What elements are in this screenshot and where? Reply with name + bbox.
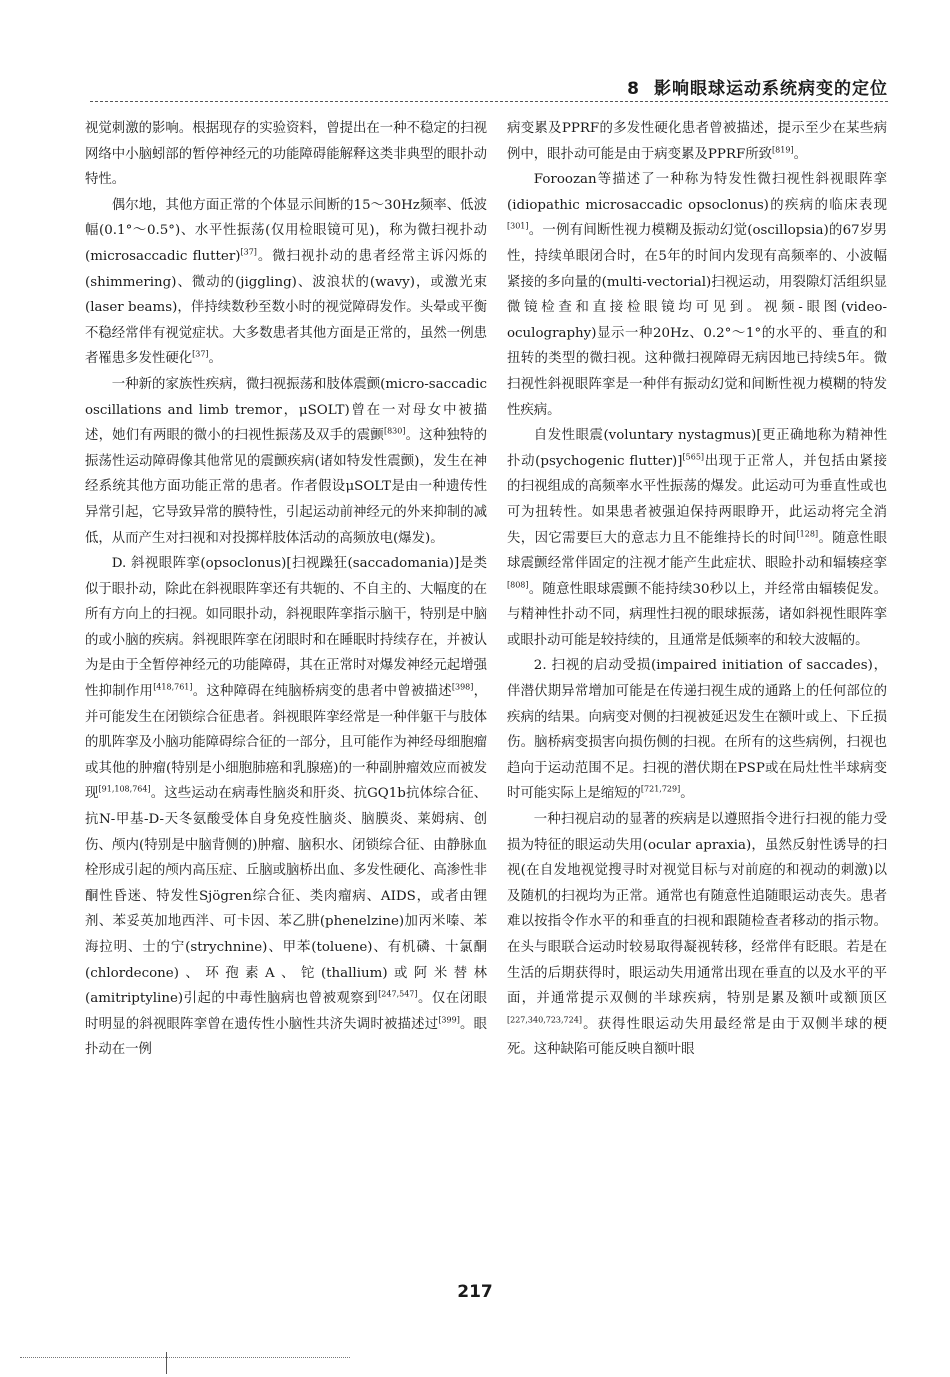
citation: [830]	[383, 426, 406, 436]
citation: [721,729]	[640, 784, 681, 794]
paragraph: D. 斜视眼阵挛(opsoclonus)[扫视躁狂(saccadomania)]是类似于眼扑动，除此在斜视眼阵挛还有共轭的、不自主的、大幅度的在所有方向上的扫视。如同眼扑动，斜视眼阵挛指示脑干，特别是中脑的或小脑的疾病。斜视眼阵挛在闭眼时和在睡眠时持续存在，并被认为是由于全暂停神经元的功能障碍，其在正常时对爆发神经元起增强性抑制作用[418,761]。这种障碍在纯脑桥病变的患者中曾被描述[398]，并可能发生在闭锁综合征患者。斜视眼阵挛经常是一种伴躯干与肢体的肌阵挛及小脑功能障碍综合征的一部分，且可能作为神经母细胞瘤或其他的肿瘤(特别是小细胞肺癌和乳腺癌)的一种副肿瘤效应而被发现[91,108,764]。这些运动在病毒性脑炎和肝炎、抗GQ1b抗体综合征、抗N-甲基-D-天冬氨酸受体自身免疫性脑炎、脑膜炎、莱姆病、创伤、颅内(特别是中脑背侧的)肿瘤、脑积水、闭锁综合征、由静脉血栓形成引起的颅内高压症、丘脑或脑桥出血、多发性硬化、高渗性非酮性昏迷、特发性Sjögren综合征、类肉瘤病、AIDS，或者由锂剂、苯妥英加地西泮、可卡因、苯乙肼(phenelzine)加丙米嗪、苯海拉明、士的宁(strychnine)、甲苯(toluene)、有机磷、十氯酮(chlordecone)、环孢素A、铊(thallium)或阿米替林(amitriptyline)引起的中毒性脑病也曾被观察到[247,547]。仅在闭眼时明显的斜视眼阵挛曾在遗传性小脑性共济失调时被描述过[399]。眼扑动在一例	[85, 556, 488, 1058]
citation: [565]	[682, 452, 705, 462]
citation: [37]	[240, 247, 257, 257]
left-column	[85, 116, 487, 1063]
citation: [399]	[438, 1015, 460, 1025]
page-number: 217	[457, 1282, 493, 1302]
citation: [398]	[451, 682, 474, 692]
paragraph: 一种新的家族性疾病，微扫视振荡和肢体震颤(micro-saccadic oscillations and limb tremor，μSOLT)曾在一对母女中被描述，她们有两眼的微小的扫视性振荡及双手的震颤[830]。这种独特的振荡性运动障碍像其他常见的震颤疾病(诸如特发性震颤)，发生在神经系统其他方面功能正常的患者。作者假设μSOLT是由一种遗传性异常引起，它导致异常的膜特性，引起运动前神经元的外来抑制的减低，从而产生对扫视和对投掷样肢体活动的高频放电(爆发)。	[85, 376, 488, 546]
chapter-title: 影响眼球运动系统病变的定位	[654, 79, 888, 99]
paragraph: 一种扫视启动的显著的疾病是以遵照指令进行扫视的能力受损为特征的眼运动失用(ocular apraxia)，虽然反射性诱导的扫视(在自发地视觉搜寻时对视觉目标与对前庭的和视动的刺激)以及随机的扫视均为正常。通常也有随意性追随眼运动丧失。患者难以按指令作水平的和垂直的扫视和跟随检查者移动的指示物。在头与眼联合运动时较易取得凝视转移，经常伴有眨眼。若是在生活的后期获得时，眼运动失用通常出现在垂直的以及水平的平面，并通常提示双侧的半球疾病，特别是累及额叶或额顶区[227,340,723,724]。获得性眼运动失用最经常是由于双侧半球的梗死。这种缺陷可能反映自额叶眼	[507, 812, 887, 1058]
citation: [128]	[796, 529, 819, 539]
chapter-heading	[627, 74, 888, 99]
citation: [418,761]	[153, 682, 193, 692]
paragraph: 偶尔地，其他方面正常的个体显示间断的15～30Hz频率、低波幅(0.1°～0.5°)、水平性振荡(仅用检眼镜可见)，称为微扫视扑动(microsaccadic flutter)[37]。微扫视扑动的患者经常主诉闪烁的(shimmering)、微动的(jiggling)、波浪状的(wavy)，或激光束(laser beams)，伴持续数秒至数小时的视觉障碍发作。头晕或平衡不稳经常伴有视觉症状。大多数患者其他方面是正常的，虽然一例患者罹患多发性硬化[37]。	[85, 197, 488, 367]
citation: [227,340,723,724]	[507, 1015, 582, 1025]
chapter-number: 8	[627, 79, 640, 99]
scan-footer-line	[20, 1357, 350, 1358]
paragraph: 2. 扫视的启动受损(impaired initiation of saccades)，伴潜伏期异常增加可能是在传递扫视生成的通路上的任何部位的疾病的结果。向病变对侧的扫视被延迟发生在额叶或上、下丘损伤。脑桥病变损害向损伤侧的扫视。在所有的这些病例，扫视也趋向于运动范围不足。扫视的潜伏期在PSP或在局灶性半球病变时可能实际上是缩短的[721,729]。	[507, 658, 887, 802]
running-header	[90, 70, 888, 100]
paragraph: 自发性眼震(voluntary nystagmus)[更正确地称为精神性扑动(psychogenic flutter)][565]出现于正常人，并包括由紧接的扫视组成的高频率水平性振荡的爆发。此运动可为垂直性或也可为扭转性。如果患者被强迫保持两眼睁开，此运动将完全消失，因它需要巨大的意志力且不能维持长的时间[128]。随意性眼球震颤经常伴固定的注视才能产生此症状、眼睑扑动和辐辏痉挛[808]。随意性眼球震颤不能持续30秒以上，并经常由辐辏促发。与精神性扑动不同，病理性扫视的眼球振荡，诸如斜视性眼阵挛或眼扑动可能是较持续的，且通常是低频率的和较大波幅的。	[507, 428, 888, 648]
citation: [819]	[772, 145, 794, 155]
header-rule	[90, 101, 888, 102]
right-column	[507, 116, 887, 1063]
paragraph: Foroozan等描述了一种称为特发性微扫视性斜视眼阵挛(idiopathic microsaccadic opsoclonus)的疾病的临床表现[301]。一例有间断性视力模糊及振动幻觉(oscillopsia)的67岁男性，持续单眼闭合时，在5年的时间内发现有高频率的、小波幅紧接的多向量的(multi-vectorial)扫视运动，用裂隙灯活组织显微镜检查和直接检眼镜均可见到。视频-眼图(video-oculography)显示一种20Hz、0.2°～1°的水平的、垂直的和扭转的类型的微扫视。这种微扫视障碍无病因地已持续5年。微扫视性斜视眼阵挛是一种伴有振动幻觉和间断性视力模糊的特发性疾病。	[507, 172, 887, 418]
paragraph: 视觉刺激的影响。根据现存的实验资料，曾提出在一种不稳定的扫视网络中小脑蚓部的暂停神经元的功能障碍能解释这类非典型的眼扑动特性。	[85, 121, 487, 188]
citation: [247,547]	[378, 989, 418, 999]
citation: [301]	[507, 221, 529, 231]
citation: [91,108,764]	[98, 784, 151, 794]
scan-footer-mark	[166, 1352, 167, 1374]
citation: [37]	[192, 349, 209, 359]
paragraph: 病变累及PPRF的多发性硬化患者曾被描述，提示至少在某些病例中，眼扑动可能是由于病变累及PPRF所致[819]。	[507, 121, 887, 162]
citation: [808]	[507, 580, 529, 590]
